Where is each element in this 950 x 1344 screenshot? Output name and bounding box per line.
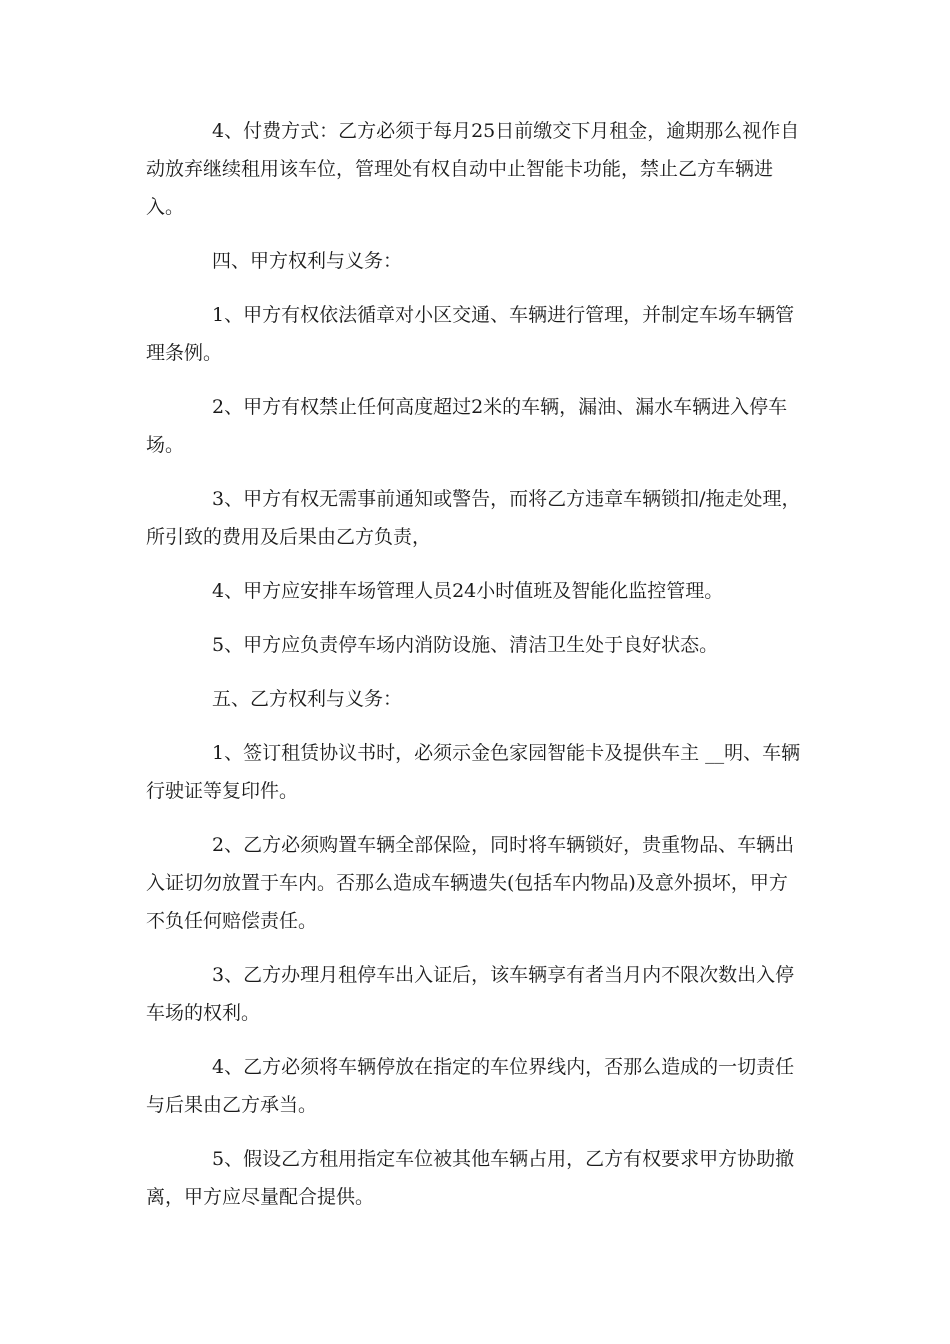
clause-a-5: 5、甲方应负责停车场内消防设施、清洁卫生处于良好状态。 xyxy=(212,634,719,656)
clause-b-1: 1、签订租赁协议书时，必须示金色家园智能卡及提供车主 __明、车辆行驶证等复印件。 xyxy=(146,742,801,802)
clause-b-2: 2、乙方必须购置车辆全部保险，同时将车辆锁好，贵重物品、车辆出入证切勿放置于车内。否那么造成车辆遗失(包括车内物品)及意外损坏，甲方不负任何赔偿责任。 xyxy=(146,834,795,932)
clause-b-4: 4、乙方必须将车辆停放在指定的车位界线内，否那么造成的一切责任与后果由乙方承当。 xyxy=(146,1056,795,1116)
clause-a-2: 2、甲方有权禁止任何高度超过2米的车辆，漏油、漏水车辆进入停车场。 xyxy=(146,396,788,456)
clause-a-4: 4、甲方应安排车场管理人员24小时值班及智能化监控管理。 xyxy=(212,580,724,602)
section-heading-party-b: 五、乙方权利与义务： xyxy=(212,688,403,710)
clause-payment-method: 4、付费方式：乙方必须于每月25日前缴交下月租金，逾期那么视作自动放弃继续租用该车位，管理处有权自动中止智能卡功能，禁止乙方车辆进入。 xyxy=(146,120,800,218)
section-heading-party-a: 四、甲方权利与义务： xyxy=(212,250,403,272)
clause-b-3: 3、乙方办理月租停车出入证后，该车辆享有者当月内不限次数出入停车场的权利。 xyxy=(146,964,795,1024)
clause-a-1: 1、甲方有权依法循章对小区交通、车辆进行管理，并制定车场车辆管理条例。 xyxy=(146,304,795,364)
document-body xyxy=(146,112,806,1232)
clause-b-5: 5、假设乙方租用指定车位被其他车辆占用，乙方有权要求甲方协助撤离，甲方应尽量配合提供。 xyxy=(146,1148,795,1208)
clause-a-3: 3、甲方有权无需事前通知或警告，而将乙方违章车辆锁扣/拖走处理，所引致的费用及后果由乙方负责， xyxy=(146,488,801,548)
